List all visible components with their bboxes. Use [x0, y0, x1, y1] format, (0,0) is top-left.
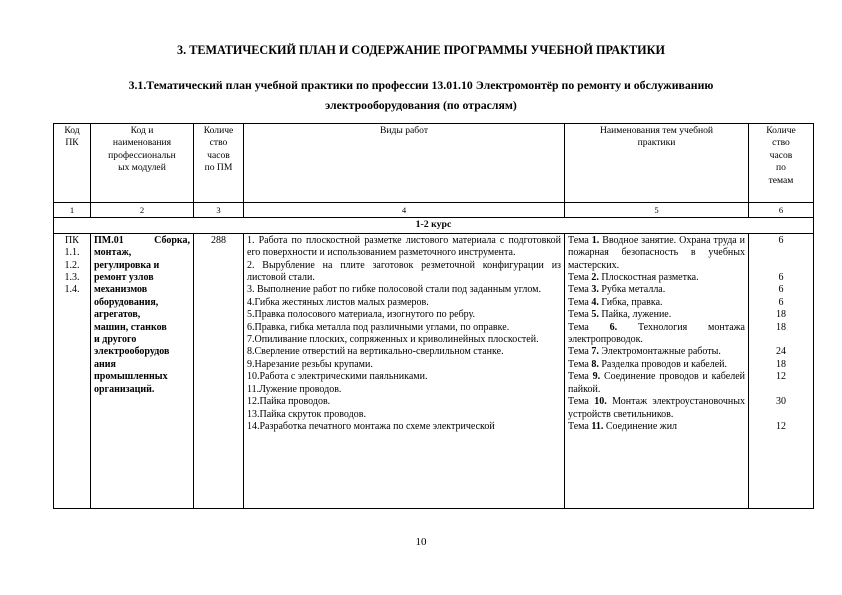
- topic-item: [568, 309, 745, 321]
- module-name-line: ремонт узлов: [94, 272, 154, 284]
- topic-label: Тема: [568, 396, 595, 408]
- pk-code: ПК: [65, 234, 79, 246]
- column-number: 3: [194, 203, 244, 218]
- subsection-title: [60, 75, 782, 115]
- topic-text: Вводное занятие. Охрана труда и пожарная безопасность в учебных мастерских.: [568, 234, 745, 271]
- topic-hours: 12: [776, 420, 786, 432]
- topic-text: Плоскостная разметка.: [598, 272, 699, 284]
- topic-item: [568, 421, 745, 433]
- work-item: 8.Сверление отверстий на вертикально-сверлильном станке.: [247, 346, 504, 358]
- module-name-line: промышленных: [94, 371, 168, 383]
- module-name-line: электрооборудов: [94, 346, 170, 358]
- header-line: ПК: [65, 137, 79, 149]
- work-item: 14.Разработка печатного монтажа по схеме электрической: [247, 420, 495, 432]
- topic-item: [568, 346, 745, 358]
- topic-number: 9.: [592, 371, 601, 383]
- topic-label: Тема: [568, 371, 593, 383]
- work-item: 2. Вырубление на плите заготовок резметочной конфигурации из листовой стали.: [247, 259, 561, 284]
- topic-label: Тема: [568, 296, 592, 308]
- topic-item: [568, 396, 745, 421]
- header-line: ство: [209, 137, 228, 149]
- topic-text: Разделка проводов и кабелей.: [598, 358, 728, 370]
- module-first-word: Сборка,: [154, 234, 190, 246]
- topic-item: [568, 322, 745, 347]
- topic-hours: 6: [778, 284, 784, 296]
- topic-number: 8.: [591, 358, 599, 370]
- table-header-row: [54, 124, 814, 203]
- section-title: 3. ТЕМАТИЧЕСКИЙ ПЛАН И СОДЕРЖАНИЕ ПРОГРАММЫ УЧЕБНОЙ ПРАКТИКИ: [177, 43, 665, 57]
- topic-item: [568, 272, 745, 284]
- topic-text: Рубка металла.: [598, 284, 666, 296]
- work-item: 4.Гибка жестяных листов малых размеров.: [247, 296, 429, 308]
- work-item: 7.Опиливание плоских, сопряженных и криволинейных плоскостей.: [247, 334, 539, 346]
- topic-item: [568, 235, 745, 272]
- header-line: ых модулей: [118, 162, 166, 174]
- work-item: 10.Работа с электрическими паяльниками.: [247, 371, 428, 383]
- work-item: 5.Правка полосового материала, изогнутого по ребру.: [247, 309, 476, 321]
- header-line: ство: [772, 137, 790, 149]
- header-hours-topics: [749, 124, 814, 203]
- topic-hours: 18: [776, 321, 786, 333]
- column-number: 2: [91, 203, 194, 218]
- header-code-pk: [54, 124, 91, 203]
- topic-label: Тема: [568, 272, 592, 284]
- thematic-plan-table: [53, 123, 814, 509]
- work-item: 6.Правка, гибка металла под различными углами, по оправке.: [247, 321, 510, 333]
- pk-code: 1.3.: [64, 272, 80, 284]
- pk-code: 1.4.: [64, 284, 80, 296]
- column-number: 1: [54, 203, 91, 218]
- header-topics: [565, 124, 749, 203]
- header-line: по: [776, 162, 786, 174]
- topic-label: Тема: [568, 284, 592, 296]
- topic-hours: 12: [776, 371, 786, 383]
- topic-hours-cell: [749, 233, 814, 508]
- work-item: 12.Пайка проводов.: [247, 396, 331, 408]
- pk-code: 1.1.: [64, 247, 80, 259]
- topic-label: Тема: [568, 321, 610, 333]
- header-line: темам: [768, 174, 794, 186]
- topic-label: Тема: [568, 309, 592, 321]
- subsection-title-line-2: электрооборудования (по отраслям): [325, 98, 517, 112]
- topic-item: [568, 297, 745, 309]
- header-module: [91, 124, 194, 203]
- topic-text: Соединение проводов и кабелей пайкой.: [568, 371, 745, 395]
- topic-item: [568, 284, 745, 296]
- course-row: [54, 218, 814, 233]
- header-line: наименования: [112, 137, 172, 149]
- header-line: Код: [64, 125, 80, 136]
- topic-number: 2.: [591, 272, 599, 284]
- work-types-cell: [244, 233, 565, 508]
- module-name-line: механизмов: [94, 284, 148, 296]
- topic-hours: 24: [776, 346, 786, 358]
- module-name-line: регулировка и: [94, 259, 160, 271]
- topic-hours: 30: [776, 396, 786, 408]
- work-item: 13.Пайка скруток проводов.: [247, 408, 366, 420]
- topic-number: 3.: [591, 284, 599, 296]
- topic-label: Тема: [568, 234, 592, 246]
- header-line: Код и: [130, 125, 154, 136]
- header-line: профессиональн: [108, 149, 176, 161]
- topic-number: 5.: [591, 309, 599, 321]
- column-number: 6: [749, 203, 814, 218]
- module-name-line: и другого: [94, 334, 137, 346]
- course-label: 1-2 курс: [54, 218, 814, 233]
- topic-hours: 6: [778, 234, 784, 246]
- topic-text: Монтаж электроустановочных устройств светильников.: [568, 396, 745, 420]
- module-name-line: агрегатов,: [94, 309, 141, 321]
- work-item: 3. Выполнение работ по гибке полосовой стали под заданным углом.: [247, 284, 541, 296]
- topics-cell: [565, 233, 749, 508]
- topic-number: 1.: [591, 234, 600, 246]
- topic-text: Соединение жил: [603, 420, 678, 432]
- module-name-line: машин, станков: [94, 321, 167, 333]
- topic-number: 6.: [609, 321, 618, 333]
- topic-label: Тема: [568, 358, 592, 370]
- header-line: Наименования тем учебной: [599, 125, 714, 136]
- column-number: 5: [565, 203, 749, 218]
- column-number: 4: [244, 203, 565, 218]
- pk-codes-cell: [54, 233, 91, 508]
- work-item: 9.Нарезание резьбы крупами.: [247, 358, 373, 370]
- work-item: 11.Лужение проводов.: [247, 383, 342, 395]
- topic-number: 10.: [594, 396, 607, 408]
- module-name-line: ания: [94, 358, 116, 370]
- topic-item: [568, 359, 745, 371]
- topic-label: Тема: [568, 346, 592, 358]
- hours-pm-value: 288: [211, 234, 226, 246]
- module-code: ПМ.01: [94, 234, 124, 246]
- header-line: часов: [769, 149, 793, 161]
- column-numbers-row: [54, 203, 814, 218]
- header-hours-pm: [194, 124, 244, 203]
- pk-code: 1.2.: [64, 259, 80, 271]
- topic-hours: 6: [778, 296, 784, 308]
- topic-hours: 18: [776, 358, 786, 370]
- hours-pm-cell: [194, 233, 244, 508]
- module-cell: [91, 233, 194, 508]
- header-line: практики: [637, 137, 676, 149]
- topic-text: Гибка, правка.: [598, 296, 663, 308]
- table-row: [54, 233, 814, 508]
- header-line: часов: [207, 149, 230, 161]
- header-line: Количе: [203, 125, 234, 136]
- topic-text: Электромонтажные работы.: [598, 346, 721, 358]
- module-name-line: организаций.: [94, 383, 155, 395]
- module-name-line: монтаж,: [94, 247, 132, 259]
- topic-item: [568, 371, 745, 396]
- topic-label: Тема: [568, 420, 592, 432]
- subsection-title-line-1: 3.1.Тематический план учебной практики по профессии 13.01.10 Электромонтёр по ремонту и обслуживанию: [128, 78, 714, 92]
- header-line: по ПМ: [204, 162, 233, 174]
- topic-text: Пайка, лужение.: [598, 309, 672, 321]
- module-name-line: оборудования,: [94, 296, 159, 308]
- topic-number: 11.: [591, 420, 604, 432]
- topic-text: Технология монтажа электропроводок.: [568, 321, 745, 346]
- page-number: 10: [415, 536, 427, 548]
- header-work-types: Виды работ: [244, 124, 565, 203]
- topic-number: 7.: [591, 346, 599, 358]
- header-line: Количе: [766, 125, 796, 136]
- topic-hours: 6: [778, 272, 784, 284]
- work-item: 1. Работа по плоскостной разметке листового материала с подготовкой его поверхности и использованием разметочного инструмента.: [247, 234, 561, 259]
- topic-hours: 18: [776, 309, 786, 321]
- topic-number: 4.: [591, 296, 599, 308]
